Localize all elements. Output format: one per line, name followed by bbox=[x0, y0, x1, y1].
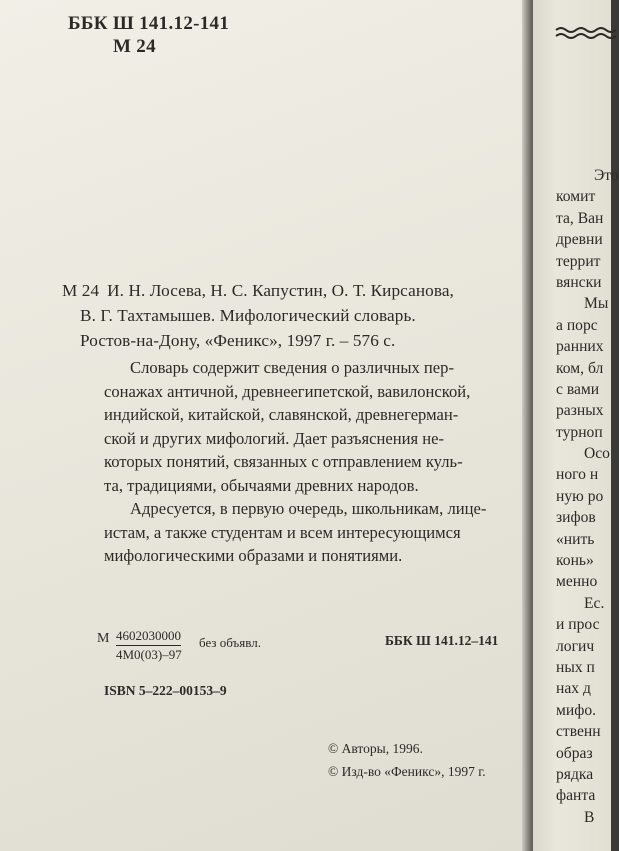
right-line: с вами bbox=[556, 380, 600, 398]
right-line: ственн bbox=[556, 723, 601, 741]
right-line: конь» bbox=[556, 552, 594, 570]
udc-code-top: М 24 bbox=[113, 36, 156, 57]
bbk-code-bottom: ББК Ш 141.12–141 bbox=[385, 633, 499, 648]
isbn: ISBN 5–222–00153–9 bbox=[104, 683, 227, 698]
fraction-numerator: 4602030000 bbox=[116, 627, 181, 646]
right-line: Мы bbox=[584, 295, 609, 313]
right-line: образ bbox=[556, 744, 593, 762]
right-line: Ес. bbox=[584, 594, 605, 612]
annotation bbox=[104, 356, 504, 568]
right-line: террит bbox=[556, 252, 601, 270]
annotation-line: истам, а также студентам и всем интересующимся bbox=[104, 522, 461, 542]
right-line: логич bbox=[556, 637, 595, 655]
right-line: древни bbox=[556, 231, 603, 249]
right-line: вянски bbox=[556, 273, 602, 291]
fraction-denominator: 4М0(03)–97 bbox=[116, 647, 182, 662]
right-line: турноп bbox=[556, 423, 603, 441]
annotation-line: ской и других мифологий. Дает разъяснения не- bbox=[104, 428, 445, 448]
bbk-header bbox=[68, 12, 229, 58]
right-line: мифо. bbox=[556, 701, 597, 719]
bib-line-1: И. Н. Лосева, Н. С. Капустин, О. Т. Кирсанова, bbox=[107, 281, 454, 300]
catalog-fraction bbox=[116, 627, 182, 664]
right-line: разных bbox=[556, 402, 604, 420]
annotation-line: сонажах античной, древнеегипетской, вавилонской, bbox=[104, 381, 471, 401]
annotation-line: индийской, китайской, славянской, древнегерман- bbox=[104, 405, 459, 424]
bib-line-2: В. Г. Тахтамышев. Мифологический словарь. bbox=[80, 306, 416, 325]
bbk-code-top: ББК Ш 141.12-141 bbox=[68, 13, 230, 34]
right-line: «нить bbox=[556, 530, 595, 548]
right-line: Осо bbox=[584, 445, 610, 463]
annotation-line: Адресуется, в первую очередь, школьникам, лице- bbox=[130, 499, 487, 518]
right-line: ных п bbox=[556, 658, 595, 676]
right-line: та, Ван bbox=[556, 209, 604, 227]
right-line: нах д bbox=[556, 680, 591, 698]
bib-line-3: Ростов-на-Дону, «Феникс», 1997 г. – 576 с. bbox=[80, 331, 396, 350]
right-line: рядка bbox=[556, 765, 594, 783]
bib-code: М 24 bbox=[62, 281, 100, 300]
annotation-line: мифологическими образами и понятиями. bbox=[104, 546, 403, 565]
right-line: ранних bbox=[556, 338, 604, 356]
annotation-line: та, традициями, обычаями древних народов. bbox=[104, 475, 419, 495]
ornament-icon bbox=[556, 26, 616, 40]
right-line: ного н bbox=[556, 466, 599, 484]
annotation-line: которых понятий, связанных с отправлением куль- bbox=[104, 452, 463, 471]
right-page-text bbox=[556, 165, 619, 828]
copyright-publisher: © Изд-во «Феникс», 1997 г. bbox=[328, 764, 486, 779]
annotation-line: Словарь содержит сведения о различных пер- bbox=[130, 358, 454, 377]
right-line: фанта bbox=[556, 787, 596, 805]
right-line: комит bbox=[556, 188, 596, 206]
catalog-letter: М bbox=[97, 631, 110, 646]
right-line: и прос bbox=[556, 616, 600, 634]
right-line: В bbox=[584, 808, 595, 826]
right-line: ную ро bbox=[556, 487, 604, 505]
bibliographic-record bbox=[62, 278, 502, 353]
right-line: а порс bbox=[556, 316, 598, 334]
right-line: зифов bbox=[556, 509, 596, 527]
right-line: Это bbox=[594, 167, 619, 184]
copyright-authors: © Авторы, 1996. bbox=[328, 741, 423, 756]
right-line: менно bbox=[556, 573, 598, 591]
no-ads-note: без объявл. bbox=[199, 635, 261, 650]
right-line: ком, бл bbox=[556, 359, 604, 377]
